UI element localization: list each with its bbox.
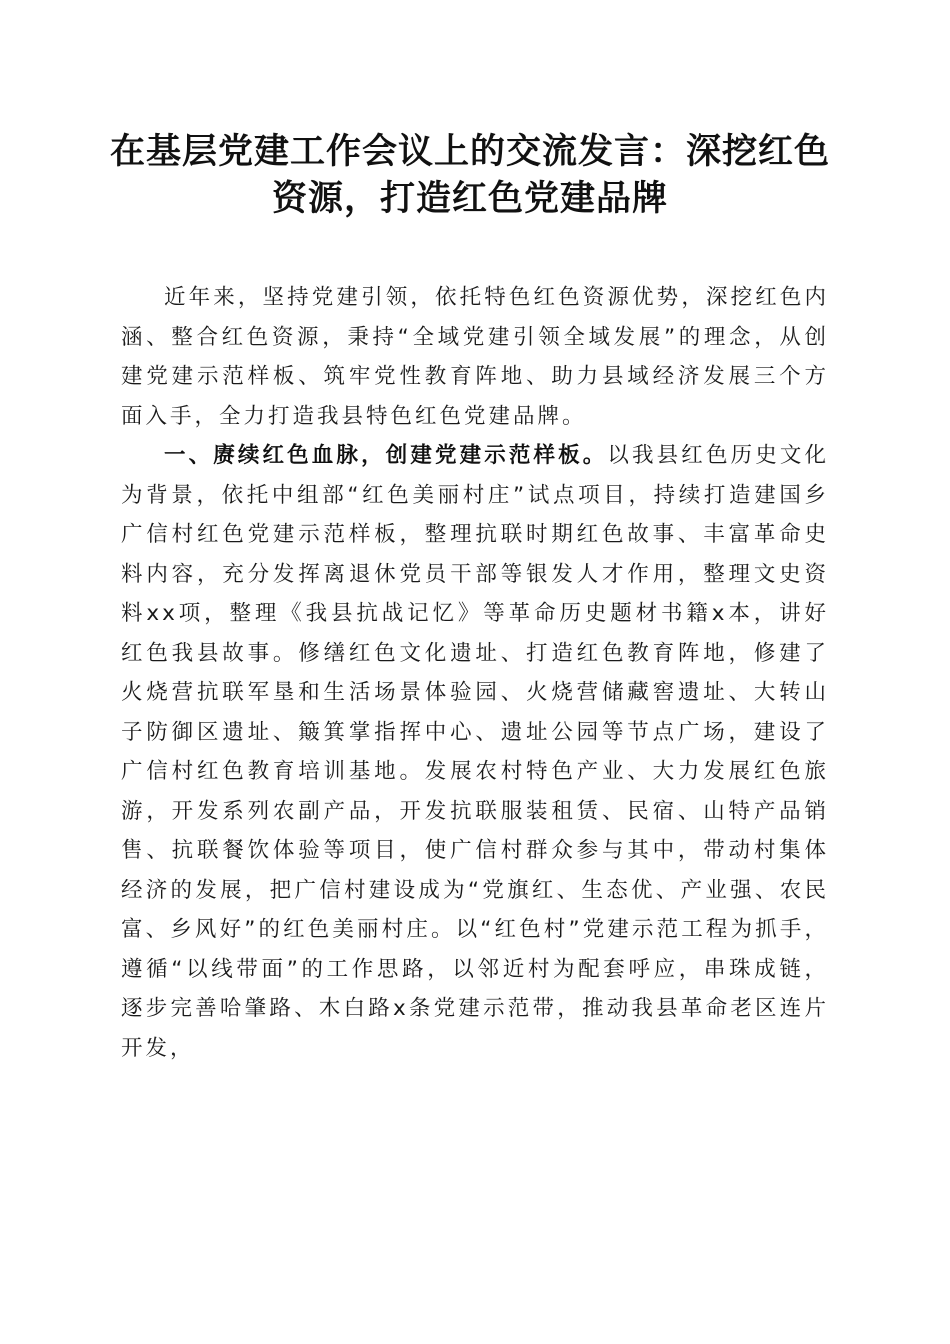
intro-paragraph — [121, 278, 829, 436]
document-title: 在基层党建工作会议上的交流发言：深挖红色资源，打造红色党建品牌 — [109, 131, 830, 219]
document-body — [121, 278, 829, 1068]
section-1-paragraph — [121, 436, 829, 1068]
section-1-text: 以我县红色历史文化为背景，依托中组部“红色美丽村庄”试点项目，持续打造建国乡广信村红色党建示范样板，整理抗联时期红色故事、丰富革命史料内容，充分发挥离退休党员干部等银发人才作用，整理文史资料xx项，整理《我县抗战记忆》等革命历史题材书籍x本，讲好红色我县故事。修缮红色文化遗址、打造红色教育阵地，修建了火烧营抗联军垦和生活场景体验园、火烧营储藏窖遗址、大转山子防御区遗址、簸箕掌指挥中心、遗址公园等节点广场，建设了广信村红色教育培训基地。发展农村特色产业、大力发展红色旅游，开发系列农副产品，开发抗联服装租赁、民宿、山特产品销售、抗联餐饮体验等项目，使广信村群众参与其中，带动村集体经济的发展，把广信村建设成为“党旗红、生态优、产业强、农民富、乡风好”的红色美丽村庄。以“红色村”党建示范工程为抓手，遵循“以线带面”的工作思路，以邻近村为配套呼应，串珠成链，逐步完善哈肇路、木白路x条党建示范带，推动我县革命老区连片开发， — [121, 443, 829, 1061]
intro-paragraph-text: 近年来，坚持党建引领，依托特色红色资源优势，深挖红色内涵、整合红色资源，秉持“全域党建引领全域发展”的理念，从创建党建示范样板、筑牢党性教育阵地、助力县域经济发展三个方面入手，全力打造我县特色红色党建品牌。 — [121, 285, 829, 429]
section-1-heading: 一、赓续红色血脉，创建党建示范样板。 — [164, 443, 608, 468]
